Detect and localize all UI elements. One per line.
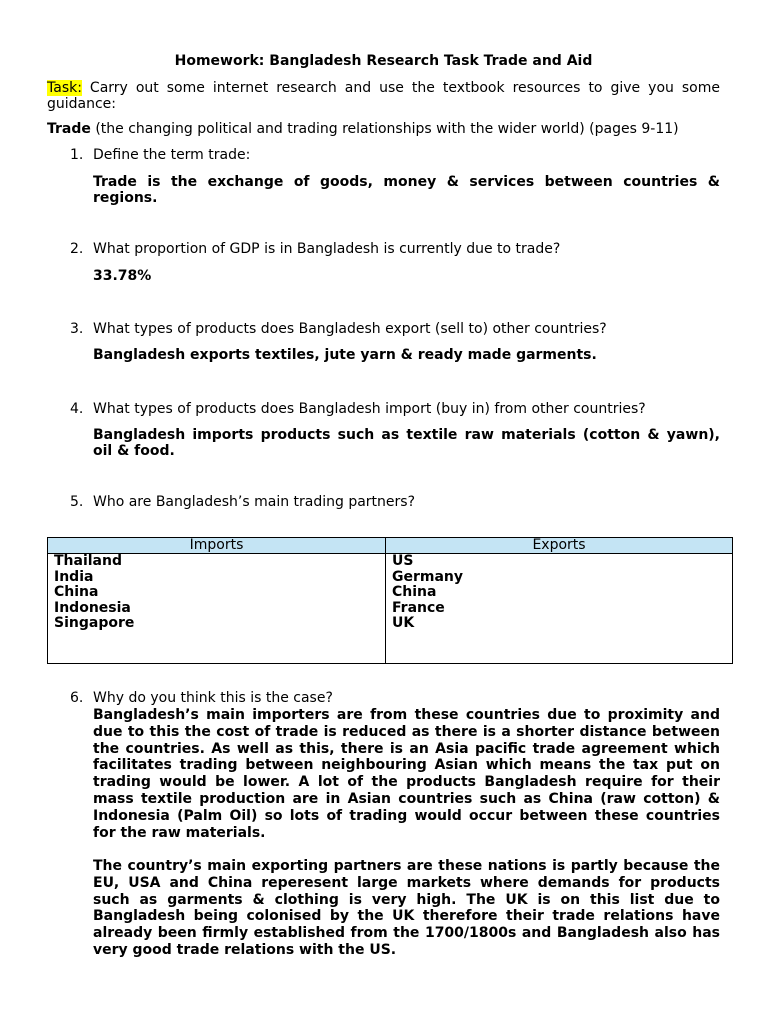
question-text: What types of products does Bangladesh import (buy in) from other countries? xyxy=(93,401,646,417)
task-paragraph xyxy=(47,80,720,112)
question-number: 1. xyxy=(70,147,84,163)
trade-description: (the changing political and trading relationships with the wider world) (pages 9-11) xyxy=(90,121,679,137)
import-partner: China xyxy=(54,584,99,601)
answer-3: Bangladesh exports textiles, jute yarn & ready made garments. xyxy=(93,347,597,363)
export-partner: China xyxy=(392,584,437,601)
question-text: Define the term trade: xyxy=(93,147,251,163)
question-text: What types of products does Bangladesh export (sell to) other countries? xyxy=(93,321,607,337)
import-partner: Thailand xyxy=(54,553,122,569)
table-row xyxy=(48,554,733,664)
import-partner: Singapore xyxy=(54,615,135,632)
answer-2: 33.78% xyxy=(93,268,152,284)
trade-label: Trade xyxy=(47,121,91,137)
question-text: What proportion of GDP is in Bangladesh is currently due to trade? xyxy=(93,241,561,257)
export-partner: Germany xyxy=(392,568,464,585)
task-text: Carry out some internet research and use the textbook resources to give you some guidance: xyxy=(47,80,720,112)
imports-cell xyxy=(48,554,386,664)
imports-header: Imports xyxy=(48,538,386,554)
question-number: 6. xyxy=(70,690,84,706)
question-text: Why do you think this is the case? xyxy=(93,690,333,706)
table-header-row xyxy=(48,538,733,554)
answer-6-paragraph-1: Bangladesh’s main importers are from these countries due to proximity and due to this the cost of trade is reduced as there is a shorter distance between the countries. As well as this, there is an Asia pacific trade agreement which facilitates trading between neighbouring Asian which means the tax put on trading would be lower. A lot of the products Bangladesh require for their mass textile production are in Asian countries such as China (raw cotton) & Indonesia (Palm Oil) so lots of trading would occur between these countries for the raw materials. xyxy=(93,707,720,841)
question-text: Who are Bangladesh’s main trading partners? xyxy=(93,494,416,510)
trading-partners-table xyxy=(47,537,733,664)
answer-4: Bangladesh imports products such as textile raw materials (cotton & yawn), oil & food. xyxy=(93,427,720,459)
answer-1: Trade is the exchange of goods, money & services between countries & regions. xyxy=(93,174,720,206)
page-title: Homework: Bangladesh Research Task Trade and Aid xyxy=(174,53,593,69)
trade-heading xyxy=(47,121,679,137)
task-label: Task: xyxy=(47,80,82,96)
exports-cell xyxy=(386,554,733,664)
question-number: 4. xyxy=(70,401,84,417)
export-partner: France xyxy=(392,599,445,616)
exports-header: Exports xyxy=(386,538,733,554)
answer-6-paragraph-2: The country’s main exporting partners are these nations is partly because the EU, USA and China reperesent large markets where demands for products such as garments & clothing is very high. The UK is on this list due to Bangladesh being colonised by the UK therefore their trade relations have already been firmly established from the 1700/1800s and Bangladesh also has very good trade relations with the US. xyxy=(93,858,720,958)
question-number: 3. xyxy=(70,321,84,337)
question-number: 5. xyxy=(70,494,84,510)
export-partner: UK xyxy=(392,615,415,632)
question-number: 2. xyxy=(70,241,84,257)
export-partner: US xyxy=(392,553,414,569)
import-partner: India xyxy=(54,568,94,585)
import-partner: Indonesia xyxy=(54,599,131,616)
